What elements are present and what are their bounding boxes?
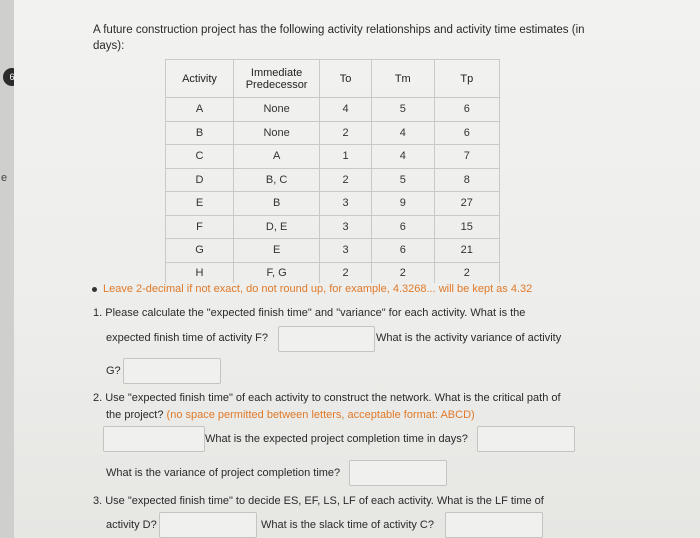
table-row <box>166 121 500 145</box>
header-predecessor: Immediate Predecessor <box>233 60 319 98</box>
cell: 3 <box>320 215 372 239</box>
q1-line2: expected finish time of activity F? <box>106 332 269 344</box>
cell: 9 <box>372 192 435 216</box>
question-number-badge: 6 <box>3 68 21 86</box>
cell: 8 <box>434 168 499 192</box>
cell: 5 <box>372 98 435 122</box>
q3-line2: activity D? <box>106 519 157 531</box>
q3-line1: 3. Use "expected finish time" to decide ES, EF, LS, LF of each activity. What is the LF time of <box>93 495 544 507</box>
cell: E <box>166 192 234 216</box>
cell: D <box>166 168 234 192</box>
cell: 6 <box>372 215 435 239</box>
cell: 5 <box>372 168 435 192</box>
cell: 2 <box>434 262 499 283</box>
cell: 2 <box>320 262 372 283</box>
table-row <box>166 239 500 263</box>
header-activity: Activity <box>166 60 234 98</box>
cell: H <box>166 262 234 283</box>
cell: 4 <box>372 121 435 145</box>
header-tm: Tm <box>372 60 435 98</box>
cell: 2 <box>320 121 372 145</box>
cell: G <box>166 239 234 263</box>
q2-line1: 2. Use "expected finish time" of each activity to construct the network. What is the critical path of <box>93 392 561 404</box>
cell: 27 <box>434 192 499 216</box>
table-row <box>166 192 500 216</box>
cell: 2 <box>372 262 435 283</box>
table-row <box>166 168 500 192</box>
cell: 6 <box>372 239 435 263</box>
cell: 4 <box>320 98 372 122</box>
answer-variance-g[interactable] <box>123 358 221 384</box>
answer-lf-d[interactable] <box>159 512 257 538</box>
note-bullet <box>92 287 97 292</box>
cell: C <box>166 145 234 169</box>
cell: 4 <box>372 145 435 169</box>
q1-line2b: What is the activity variance of activity <box>376 332 562 344</box>
question-intro: A future construction project has the following activity relationships and activity time estimates (in days): <box>93 24 585 52</box>
table-header-row <box>166 60 500 98</box>
activity-table <box>165 59 500 283</box>
cell: 15 <box>434 215 499 239</box>
header-tp: Tp <box>434 60 499 98</box>
decimal-note: Leave 2-decimal if not exact, do not round up, for example, 4.3268... will be kept as 4.32 <box>103 283 533 295</box>
cell: F <box>166 215 234 239</box>
answer-completion-time[interactable] <box>477 426 575 452</box>
cell: 3 <box>320 239 372 263</box>
answer-finish-time-f[interactable] <box>278 326 375 352</box>
cell: A <box>233 145 319 169</box>
cell: F, G <box>233 262 319 283</box>
q2-line4: What is the variance of project completion time? <box>106 467 341 479</box>
table-row <box>166 145 500 169</box>
q2-line2a: the project? <box>106 409 164 421</box>
answer-critical-path[interactable] <box>103 426 205 452</box>
answer-slack-c[interactable] <box>445 512 543 538</box>
answer-completion-variance[interactable] <box>349 460 447 486</box>
edge-letter: e <box>1 172 8 184</box>
cell: 7 <box>434 145 499 169</box>
cell: E <box>233 239 319 263</box>
table-row <box>166 215 500 239</box>
cell: B, C <box>233 168 319 192</box>
cell: 6 <box>434 121 499 145</box>
q2-line3: What is the expected project completion time in days? <box>205 433 468 445</box>
header-to: To <box>320 60 372 98</box>
q2-line2 <box>106 408 475 423</box>
table-row <box>166 262 500 283</box>
cell: B <box>166 121 234 145</box>
q3-line2b: What is the slack time of activity C? <box>261 519 434 531</box>
cell: 2 <box>320 168 372 192</box>
cell: None <box>233 98 319 122</box>
q1-line1: 1. Please calculate the "expected finish time" and "variance" for each activity. What is the <box>93 307 526 319</box>
cell: A <box>166 98 234 122</box>
cell: None <box>233 121 319 145</box>
cell: 1 <box>320 145 372 169</box>
cell: D, E <box>233 215 319 239</box>
table-row <box>166 98 500 122</box>
q2-format-note: (no space permitted between letters, acceptable format: ABCD) <box>166 409 475 421</box>
cell: B <box>233 192 319 216</box>
cell: 21 <box>434 239 499 263</box>
cell: 3 <box>320 192 372 216</box>
cell: 6 <box>434 98 499 122</box>
q1-line3: G? <box>106 365 121 377</box>
